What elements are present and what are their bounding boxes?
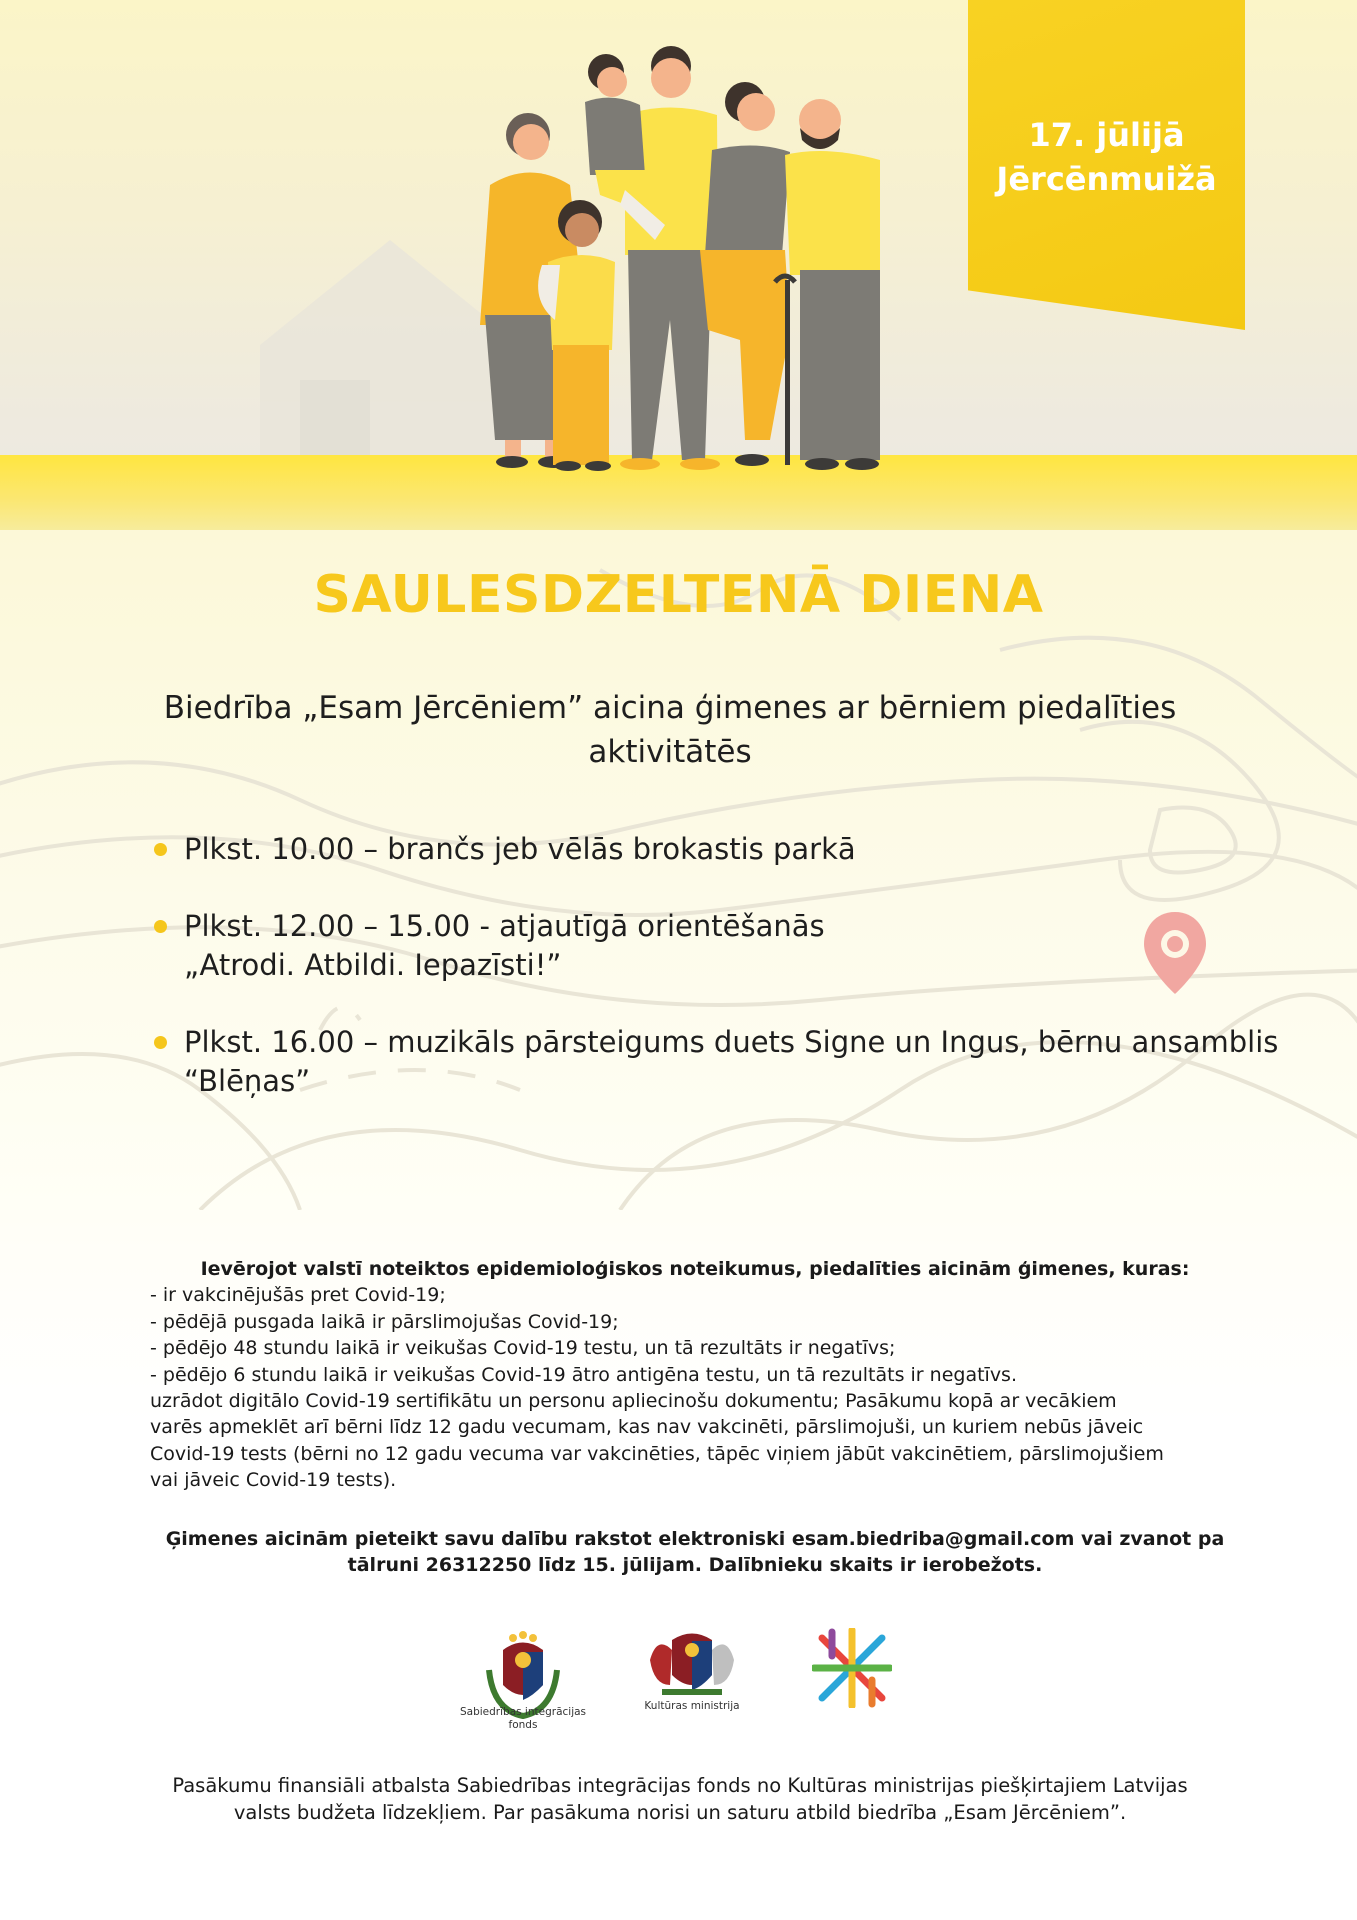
registration-info bbox=[150, 1526, 1240, 1578]
event-place: Jērcēnmuižā bbox=[996, 160, 1217, 198]
registration-line: Ģimenes aicinām pieteikt savu dalību rakstot elektroniski esam.biedriba@gmail.com vai zvanot pa bbox=[165, 1528, 1225, 1550]
logo-label-km: Kultūras ministrija bbox=[644, 1700, 740, 1712]
hero-banner bbox=[0, 0, 1357, 530]
notice-body-line: vai jāveic Covid-19 tests). bbox=[150, 1469, 397, 1492]
bullet-icon bbox=[154, 843, 167, 856]
intro-text: Biedrība „Esam Jērcēniem” aicina ģimenes ar bērniem piedalīties aktivitātēs bbox=[163, 690, 1177, 770]
notice-body-line: Covid-19 tests (bērni no 12 gadu vecuma var vakcinēties, tāpēc viņiem jābūt vakcinētiem, pārslimojušiem bbox=[150, 1442, 1164, 1465]
list-item bbox=[148, 907, 1298, 985]
logo-label-sif: Sabiedrības integrācijas fonds bbox=[459, 1706, 587, 1731]
funding-line: valsts budžeta līdzekļiem. Par pasākuma norisi un saturu atbild biedrība „Esam Jērcēniem”. bbox=[233, 1801, 1127, 1824]
notice-body-line: varēs apmeklēt arī bērni līdz 12 gadu vecumam, kas nav vakcinēti, pārslimojuši, un kuriem nebūs jāveic bbox=[150, 1416, 1144, 1439]
notice-item: - pēdējo 6 stundu laikā ir veikušas Covid-19 ātro antigēna testu, un tā rezultāts ir negatīvs. bbox=[150, 1363, 1017, 1386]
activity-line-secondary: „Atrodi. Atbildi. Iepazīsti!” bbox=[184, 948, 562, 982]
activity-line: Plkst. 12.00 – 15.00 - atjautīgā orientēšanās bbox=[184, 909, 825, 943]
cultural-pattern-logo-icon bbox=[812, 1628, 892, 1708]
activity-line: Plkst. 16.00 – muzikāls pārsteigums duets Signe un Ingus, bērnu ansamblis bbox=[184, 1025, 1279, 1059]
bullet-icon bbox=[154, 1036, 167, 1049]
registration-line: tālruni 26312250 līdz 15. jūlijam. Dalībnieku skaits ir ierobežots. bbox=[347, 1554, 1043, 1576]
event-date: 17. jūlijā bbox=[1028, 116, 1185, 154]
list-item bbox=[148, 830, 1298, 869]
activity-line-secondary: “Blēņas” bbox=[184, 1064, 311, 1098]
activity-line: Plkst. 10.00 – brančs jeb vēlās brokastis parkā bbox=[184, 832, 856, 866]
notice-item: - ir vakcinējušās pret Covid-19; bbox=[150, 1284, 446, 1307]
latvia-coat-of-arms-large-icon bbox=[642, 1625, 742, 1705]
funding-line: Pasākumu finansiāli atbalsta Sabiedrības integrācijas fonds no Kultūras ministrijas piešķirtajiem Latvijas bbox=[172, 1774, 1188, 1797]
covid-notice bbox=[150, 1256, 1240, 1494]
notice-item: - pēdējā pusgada laikā ir pārslimojušas Covid-19; bbox=[150, 1310, 619, 1333]
bullet-icon bbox=[154, 920, 167, 933]
activities-list bbox=[148, 830, 1298, 1101]
funding-statement bbox=[130, 1772, 1230, 1826]
page-title: SAULESDZELTENĀ DIENA bbox=[313, 565, 1044, 625]
notice-item: - pēdējo 48 stundu laikā ir veikušas Covid-19 testu, un tā rezultāts ir negatīvs; bbox=[150, 1337, 896, 1360]
figure-grandfather bbox=[775, 99, 880, 470]
notice-heading: Ievērojot valstī noteiktos epidemioloģiskos noteikumus, piedalīties aicinām ģimenes, kuras: bbox=[200, 1258, 1190, 1280]
notice-body-line: uzrādot digitālo Covid-19 sertifikātu un personu apliecinošu dokumentu; Pasākumu kopā ar vecākiem bbox=[150, 1390, 1117, 1413]
list-item bbox=[148, 1023, 1298, 1101]
